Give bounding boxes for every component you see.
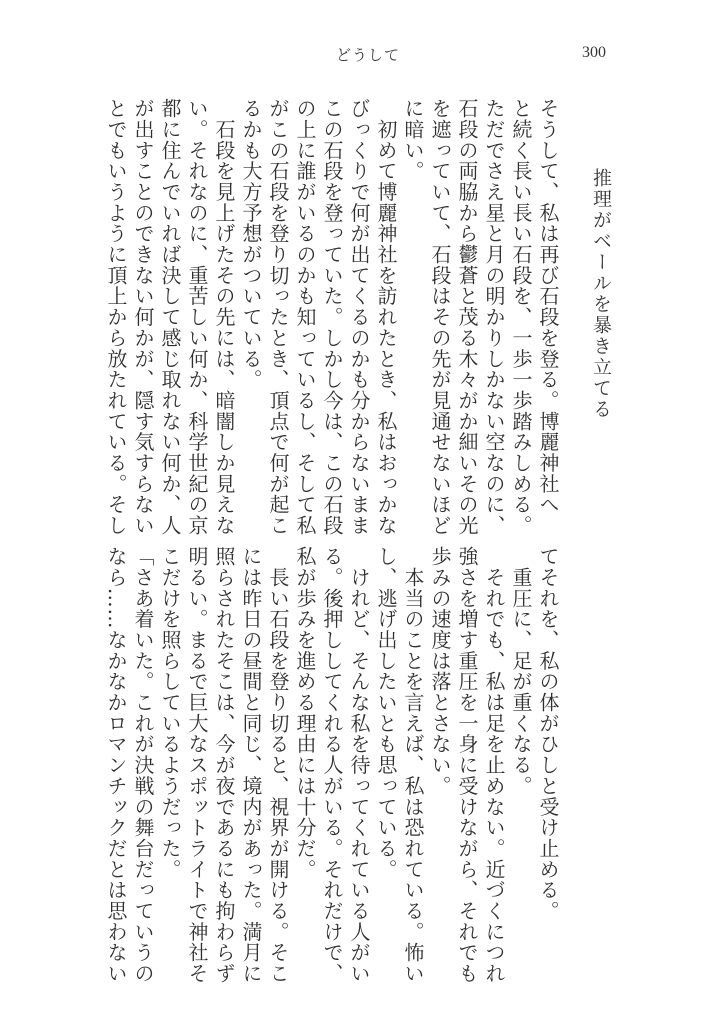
text-column: てそれを、私の体がひしと受け止める。 [536, 546, 560, 922]
text-column: こだけを照らしているようだった。 [158, 546, 182, 880]
text-column: い。それなのに、重苦しい何か、科学世紀の京 [185, 98, 209, 536]
text-column: なら……なかなかロマンチックだとは思わない [104, 546, 128, 984]
text-column: 強さを増す重圧を一身に受けながら、それでも [455, 546, 479, 984]
text-column: ただでさえ星と月の明かりしかない空なのに、 [482, 98, 506, 536]
text-column: るかも大方予想がついている。 [239, 98, 263, 390]
text-column: る。後押ししてくれる人がいる。それだけで、 [320, 546, 344, 984]
text-column: とでもいうように頂上から放たれている。そし [104, 98, 128, 536]
chapter-title: 推理がベールを暴き立てる [590, 168, 612, 420]
text-column: びっくりで何が出てくるのかも分からないまま [347, 98, 371, 536]
text-block-bottom [101, 546, 561, 984]
text-column: に暗い。 [401, 98, 425, 182]
text-column: 「さあ着いた。これが決戦の舞台だっていうの [131, 546, 155, 984]
page-number: 300 [582, 44, 606, 61]
text-column: し、逃げ出したいとも思っている。 [374, 546, 398, 880]
text-column: を遮っていて、石段はその先が見通せないほど [428, 98, 452, 536]
text-column: 初めて博麗神社を訪れたとき、私はおっかな [374, 98, 398, 536]
text-column: が出すことのできない何かが、隠す気すらない [131, 98, 155, 536]
text-column: の上に誰がいるのかも知っているし、そして私 [293, 98, 317, 536]
text-block-top [101, 98, 561, 536]
text-column: 照らされたそこは、今が夜であるにも拘わらず [212, 546, 236, 984]
text-column: 歩みの速度は落とさない。 [428, 546, 452, 797]
text-column: 本当のことを言えば、私は恐れている。怖い [401, 546, 425, 984]
text-column: 石段の両脇から鬱蒼と茂る木々がか細いその光 [455, 98, 479, 536]
text-column: この石段を登っていた。しかし今は、この石段 [320, 98, 344, 536]
text-column: と続く長い長い石段を、一歩一歩踏みしめる。 [509, 98, 533, 536]
text-column: 明るい。まるで巨大なスポットライトで神社そ [185, 546, 209, 984]
running-head-title: どうして [336, 46, 401, 64]
text-column: がこの石段を登り切ったとき、頂点で何が起こ [266, 98, 290, 536]
text-column: 石段を見上げたその先には、暗闇しか見えな [212, 98, 236, 536]
text-column: それでも、私は足を止めない。近づくにつれ [482, 546, 506, 984]
text-column: そうして、私は再び石段を登る。博麗神社へ [536, 98, 560, 515]
text-column: 長い石段を登り切ると、視界が開ける。そこ [266, 546, 290, 984]
text-column: 重圧に、足が重くなる。 [509, 546, 533, 797]
text-column: 都に住んでいれば決して感じ取れない何か、人 [158, 98, 182, 536]
text-column: には昨日の昼間と同じ、境内があった。満月に [239, 546, 263, 984]
text-column: 私が歩みを進める理由には十分だ。 [293, 546, 317, 880]
text-column: けれど、そんな私を待ってくれている人がい [347, 546, 371, 984]
